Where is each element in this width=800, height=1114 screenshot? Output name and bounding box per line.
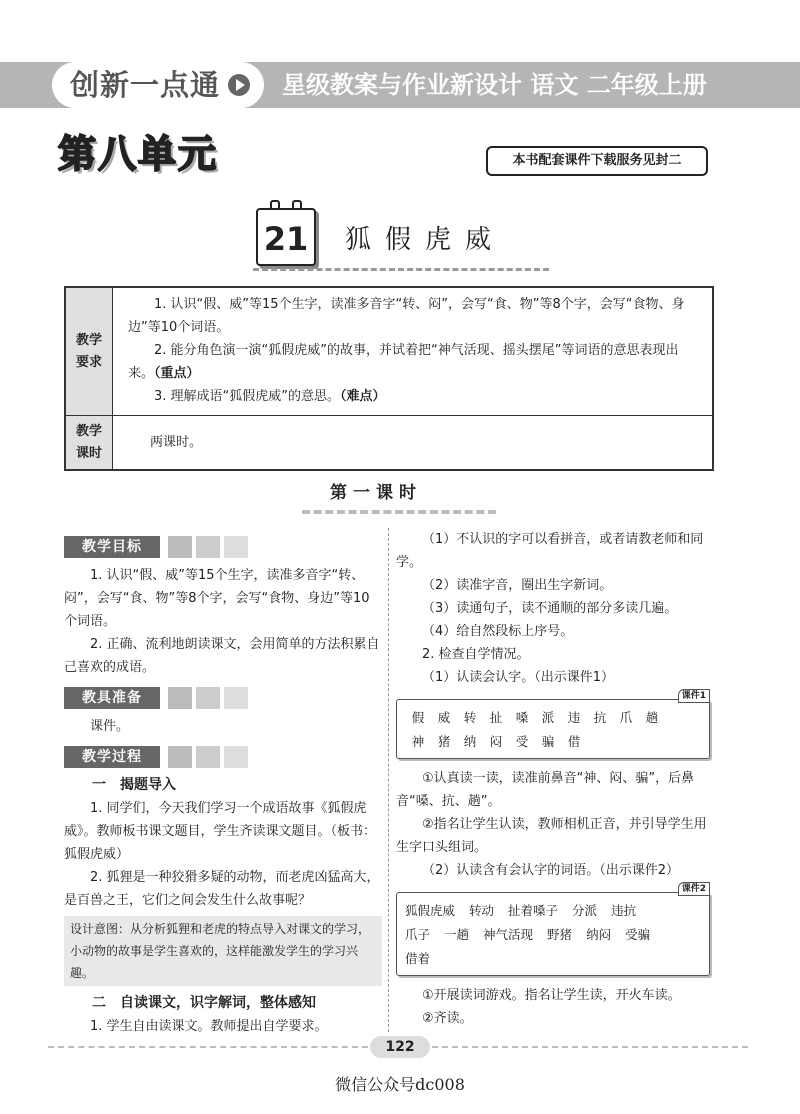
word-item: 扯着嗓子 [508,903,559,918]
decor-square [196,536,220,558]
char-item: 纳 [463,734,477,749]
step-item: （1）认读会认字。（出示课件1） [422,670,615,685]
header-title: 星级教案与作业新设计 语文 二年级上册 [282,71,707,99]
char-item: 骗 [541,734,555,749]
courseware-tag: 课件1 [678,689,710,703]
char-item: 猪 [437,734,451,749]
word-item: 野猪 [547,927,573,942]
char-item: 抗 [593,710,607,725]
char-item: 假 [411,710,425,725]
char-item: 趟 [645,710,659,725]
section-label: 教学过程 [64,746,160,768]
step-item: ①开展读词游戏。指名让学生读，开火车读。 [422,988,681,1003]
part2-item: 1. 学生自由读课文。教师提出自学要求。 [90,1019,328,1034]
section-header-tools [64,687,382,711]
part1-title: 一 揭题导入 [92,777,176,793]
courseware-2-row [405,899,701,923]
decor-square [168,746,192,768]
char-item: 违 [567,710,581,725]
section-header-process [64,746,382,770]
char-item: 闷 [489,734,503,749]
divider [302,510,496,514]
tools-text: 课件。 [90,719,130,734]
char-item: 扯 [489,710,503,725]
courseware-2 [396,884,710,976]
design-intent: 设计意图：从分析狐狸和老虎的特点导入对课文的学习，小动物的故事是学生喜欢的，这样能激发学生的学习兴趣。 [64,916,382,986]
section-label: 教具准备 [64,687,160,709]
section-label: 教学目标 [64,536,160,558]
step-item: 2. 检查自学情况。 [422,647,530,662]
footer-divider [432,1046,748,1048]
decor-square [196,687,220,709]
char-item: 借 [567,734,581,749]
lesson-number-calendar-icon: 21 [256,208,316,266]
part2-title: 二 自读课文，识字解词，整体感知 [92,995,316,1011]
decor-square [196,746,220,768]
char-item: 受 [515,734,529,749]
play-icon [228,74,250,96]
word-item: 纳闷 [586,927,612,942]
decor-square [224,536,248,558]
step-item: ②指名让学生认读，教师相机正音，并引导学生用生字口头组词。 [396,817,707,855]
step-item: （2）认读含有会认字的词语。（出示课件2） [422,863,680,878]
page-number: 122 [370,1036,430,1058]
word-item: 违抗 [611,903,637,918]
decor-square [224,746,248,768]
courseware-2-row [405,923,701,947]
decor-square [168,536,192,558]
download-note: 本书配套课件下载服务见封二 [486,146,708,176]
word-item: 受骗 [625,927,651,942]
word-item: 神气活现 [483,927,534,942]
word-item: 狐假虎威 [405,903,456,918]
char-item: 威 [437,710,451,725]
courseware-tag: 课件2 [678,882,710,896]
column-separator [388,528,389,1032]
step-item: ①认真读一读，读准前鼻音“神、闷、骗”，后鼻音“嗓、抗、趟”。 [396,771,695,809]
period-title: 第一课时 [330,483,422,503]
word-item: 一趟 [444,927,470,942]
lesson-title: 狐假虎威 [345,225,506,255]
goal-item: 2. 正确、流利地朗读课文，会用简单的方法积累自己喜欢的成语。 [64,637,380,675]
section-header-goals [64,536,382,560]
step-item: （1）不认识的字可以看拼音，或者请教老师和同学。 [396,532,704,570]
requirement-item: 2. 能分角色演一演“狐假虎威”的故事，并试着把“神气活现、摇头摆尾”等词语的意思表现出来。（重点） [128,343,679,381]
requirements-row [66,288,712,416]
requirement-item: 3. 理解成语“狐假虎威”的意思。（难点） [154,389,386,404]
word-item: 转动 [469,903,495,918]
watermark: 微信公众号dc008 [335,1075,465,1094]
step-item: （4）给自然段标上序号。 [422,624,574,639]
courseware-1-row [405,706,701,730]
step-item: （3）读通句子，读不通顺的部分多读几遍。 [422,601,678,616]
courseware-1 [396,691,710,759]
char-item: 神 [411,734,425,749]
header-brand: 创新一点通 [70,68,221,102]
hours-label: 教学课时 [66,416,113,469]
decor-square [224,687,248,709]
courseware-1-row [405,730,701,754]
goal-item: 1. 认识“假、威”等15个生字，读准多音字“转、闷”，会写“食、物”等8个字，会写“食物、身边”等10个词语。 [64,568,370,629]
divider [253,268,549,271]
requirement-item: 1. 认识“假、威”等15个生字，读准多音字“转、闷”，会写“食、物”等8个字，会写“食物、身边”等10个词语。 [128,297,685,335]
requirements-text [128,293,702,408]
right-column [396,528,710,1030]
char-item: 派 [541,710,555,725]
part1-item: 1. 同学们，今天我们学习一个成语故事《狐假虎威》。教师板书课文题目，学生齐读课文题目。（板书：狐假虎威） [64,801,377,862]
requirements-label: 教学要求 [66,288,113,415]
char-item: 转 [463,710,477,725]
step-item: （2）读准字音，圈出生字新词。 [422,578,613,593]
courseware-2-row [405,947,701,971]
word-item: 爪子 [405,927,431,942]
left-column [64,532,382,1038]
hours-text: 两课时。 [150,435,203,450]
char-item: 爪 [619,710,633,725]
word-item: 借着 [405,951,431,966]
unit-title: 第八单元 [58,132,219,176]
objectives-table [64,286,714,471]
part1-item: 2. 狐狸是一种狡猾多疑的动物，而老虎凶猛高大，是百兽之王，它们之间会发生什么故事呢？ [64,870,380,908]
char-item: 嗓 [515,710,529,725]
decor-square [168,687,192,709]
footer-divider [48,1046,368,1048]
word-item: 分派 [572,903,598,918]
step-item: ②齐读。 [422,1011,473,1026]
